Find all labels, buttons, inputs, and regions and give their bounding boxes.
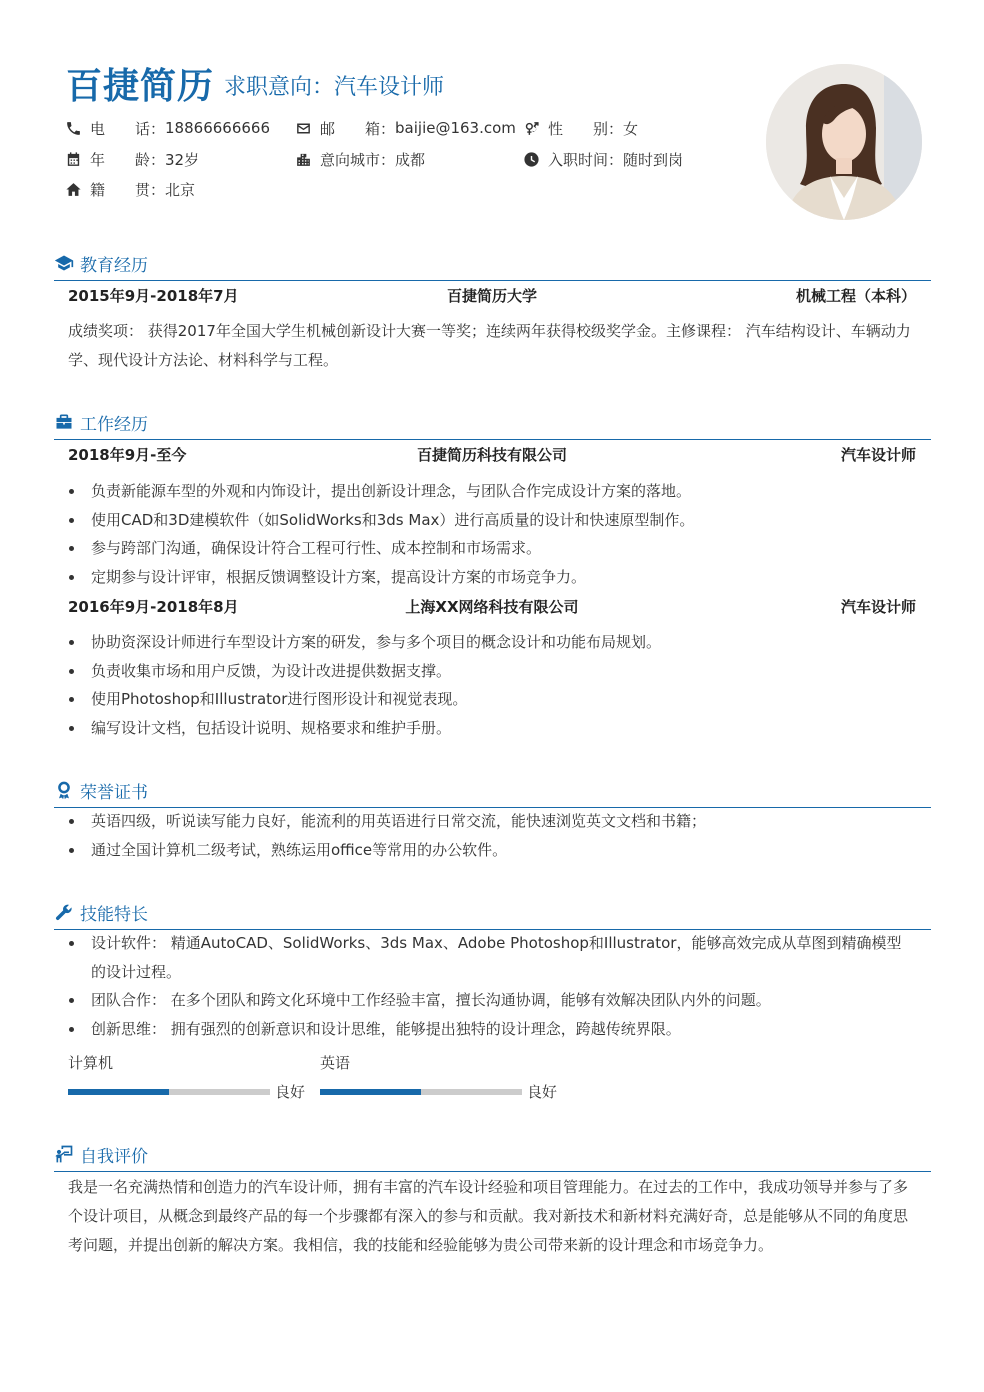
info-phone [64, 117, 270, 139]
section-title-text: 荣誉证书 [80, 782, 148, 803]
mail-icon [294, 119, 312, 137]
job-duties-list [68, 628, 916, 742]
info-label: 入职时间： [548, 150, 624, 169]
info-hometown [64, 178, 195, 200]
job-company: 百捷简历科技有限公司 [416, 446, 567, 464]
job-date: 2016年9月-2018年8月 [68, 598, 239, 616]
info-label: 邮 箱： [320, 119, 396, 138]
info-label: 籍 贯： [90, 180, 166, 199]
skill-bar-label: 计算机 [68, 1054, 114, 1072]
list-item: 英语四级，听说读写能力良好，能流利的用英语进行日常交流，能快速浏览英文文档和书籍； [68, 807, 916, 836]
education-school: 百捷简历大学 [446, 287, 537, 305]
wrench-icon [54, 902, 74, 922]
skill-bar-computer [68, 1089, 270, 1095]
section-title-education [54, 250, 148, 276]
info-value: 成都 [395, 150, 426, 169]
education-major: 机械工程（本科） [795, 287, 916, 305]
info-value: 18866666666 [165, 119, 270, 137]
info-start-date [522, 148, 683, 170]
info-label: 电 话： [90, 119, 166, 138]
education-header-row [68, 285, 916, 309]
section-title-skills [54, 899, 148, 925]
section-title-self [54, 1141, 148, 1167]
section-title-text: 技能特长 [80, 904, 148, 925]
list-item: 团队合作： 在多个团队和跨文化环境中工作经验丰富，擅长沟通协调，能够有效解决团队内外的问题。 [68, 986, 916, 1015]
section-title-text: 自我评价 [80, 1146, 148, 1167]
info-value: 北京 [165, 180, 196, 199]
honors-list [68, 807, 916, 864]
skill-bar-english [320, 1089, 522, 1095]
section-title-honors [54, 777, 148, 803]
presenter-icon [54, 1144, 74, 1164]
list-item: 创新思维： 拥有强烈的创新意识和设计思维，能够提出独特的设计理念，跨越传统界限。 [68, 1015, 916, 1044]
info-value: baijie@163.com [395, 119, 516, 137]
list-item: 通过全国计算机二级考试，熟练运用office等常用的办公软件。 [68, 836, 916, 865]
list-item: 负责新能源车型的外观和内饰设计，提出创新设计理念，与团队合作完成设计方案的落地。 [68, 477, 916, 506]
job-intent: 求职意向：汽车设计师 [224, 75, 445, 100]
home-icon [64, 180, 82, 198]
list-item: 设计软件： 精通AutoCAD、SolidWorks、3ds Max、Adobe Photoshop和Illustrator，能够高效完成从草图到精确模型的设计过程。 [68, 929, 916, 986]
resume-name: 百捷简历 [66, 66, 215, 107]
skill-bar-level: 良好 [275, 1083, 306, 1101]
section-divider [54, 1171, 931, 1172]
education-date: 2015年9月-2018年7月 [68, 287, 239, 305]
self-evaluation-text: 我是一名充满热情和创造力的汽车设计师，拥有丰富的汽车设计经验和项目管理能力。在过去的工作中，我成功领导并参与了多个设计项目，从概念到最终产品的每一个步骤都有深入的参与和贡献。我对新技术和新材料充满好奇，总是能够从不同的角度思考问题，并提出创新的解决方案。我相信，我的技能和经验能够为贵公司带来新的设计理念和市场竞争力。 [68, 1178, 909, 1254]
education-description: 成绩奖项： 获得2017年全国大学生机械创新设计大赛一等奖；连续两年获得校级奖学金。主修课程： 汽车结构设计、车辆动力学、现代设计方法论、材料科学与工程。 [68, 322, 911, 369]
list-item: 协助资深设计师进行车型设计方案的研发，参与多个项目的概念设计和功能布局规划。 [68, 628, 916, 657]
job-role: 汽车设计师 [840, 446, 916, 464]
skill-bar-fill [68, 1089, 169, 1095]
list-item: 定期参与设计评审，根据反馈调整设计方案，提高设计方案的市场竞争力。 [68, 563, 916, 592]
phone-icon [64, 119, 82, 137]
city-icon [294, 150, 312, 168]
section-title-text: 教育经历 [80, 255, 148, 276]
job-role: 汽车设计师 [840, 598, 916, 616]
skill-bar-label: 英语 [320, 1054, 351, 1072]
calendar-icon [64, 150, 82, 168]
award-icon [54, 780, 74, 800]
info-age [64, 148, 199, 170]
info-label: 性 别： [548, 119, 624, 138]
info-label: 年 龄： [90, 150, 166, 169]
list-item: 使用CAD和3D建模软件（如SolidWorks和3ds Max）进行高质量的设计和快速原型制作。 [68, 506, 916, 535]
info-value: 32岁 [165, 150, 200, 169]
info-gender [522, 117, 638, 139]
list-item: 使用Photoshop和Illustrator进行图形设计和视觉表现。 [68, 685, 916, 714]
section-title-work [54, 409, 148, 435]
job-duties-list [68, 477, 916, 591]
section-title-text: 工作经历 [80, 414, 148, 435]
job-header-row [68, 596, 916, 620]
job-company: 上海XX网络科技有限公司 [405, 598, 579, 616]
skill-bar-fill [320, 1089, 421, 1095]
graduation-cap-icon [54, 253, 74, 273]
avatar [766, 64, 922, 220]
info-value: 随时到岗 [623, 150, 684, 169]
info-email [294, 117, 516, 139]
job-header-row [68, 444, 916, 468]
job-date: 2018年9月-至今 [68, 446, 187, 464]
gender-icon [522, 119, 540, 137]
briefcase-icon [54, 412, 74, 432]
info-label: 意向城市： [320, 150, 396, 169]
info-city [294, 148, 425, 170]
clock-icon [522, 150, 540, 168]
list-item: 编写设计文档，包括设计说明、规格要求和维护手册。 [68, 714, 916, 743]
skills-list [68, 929, 916, 1043]
section-divider [54, 439, 931, 440]
section-divider [54, 280, 931, 281]
list-item: 负责收集市场和用户反馈，为设计改进提供数据支撑。 [68, 657, 916, 686]
list-item: 参与跨部门沟通，确保设计符合工程可行性、成本控制和市场需求。 [68, 534, 916, 563]
info-value: 女 [623, 119, 639, 138]
skill-bar-level: 良好 [527, 1083, 558, 1101]
